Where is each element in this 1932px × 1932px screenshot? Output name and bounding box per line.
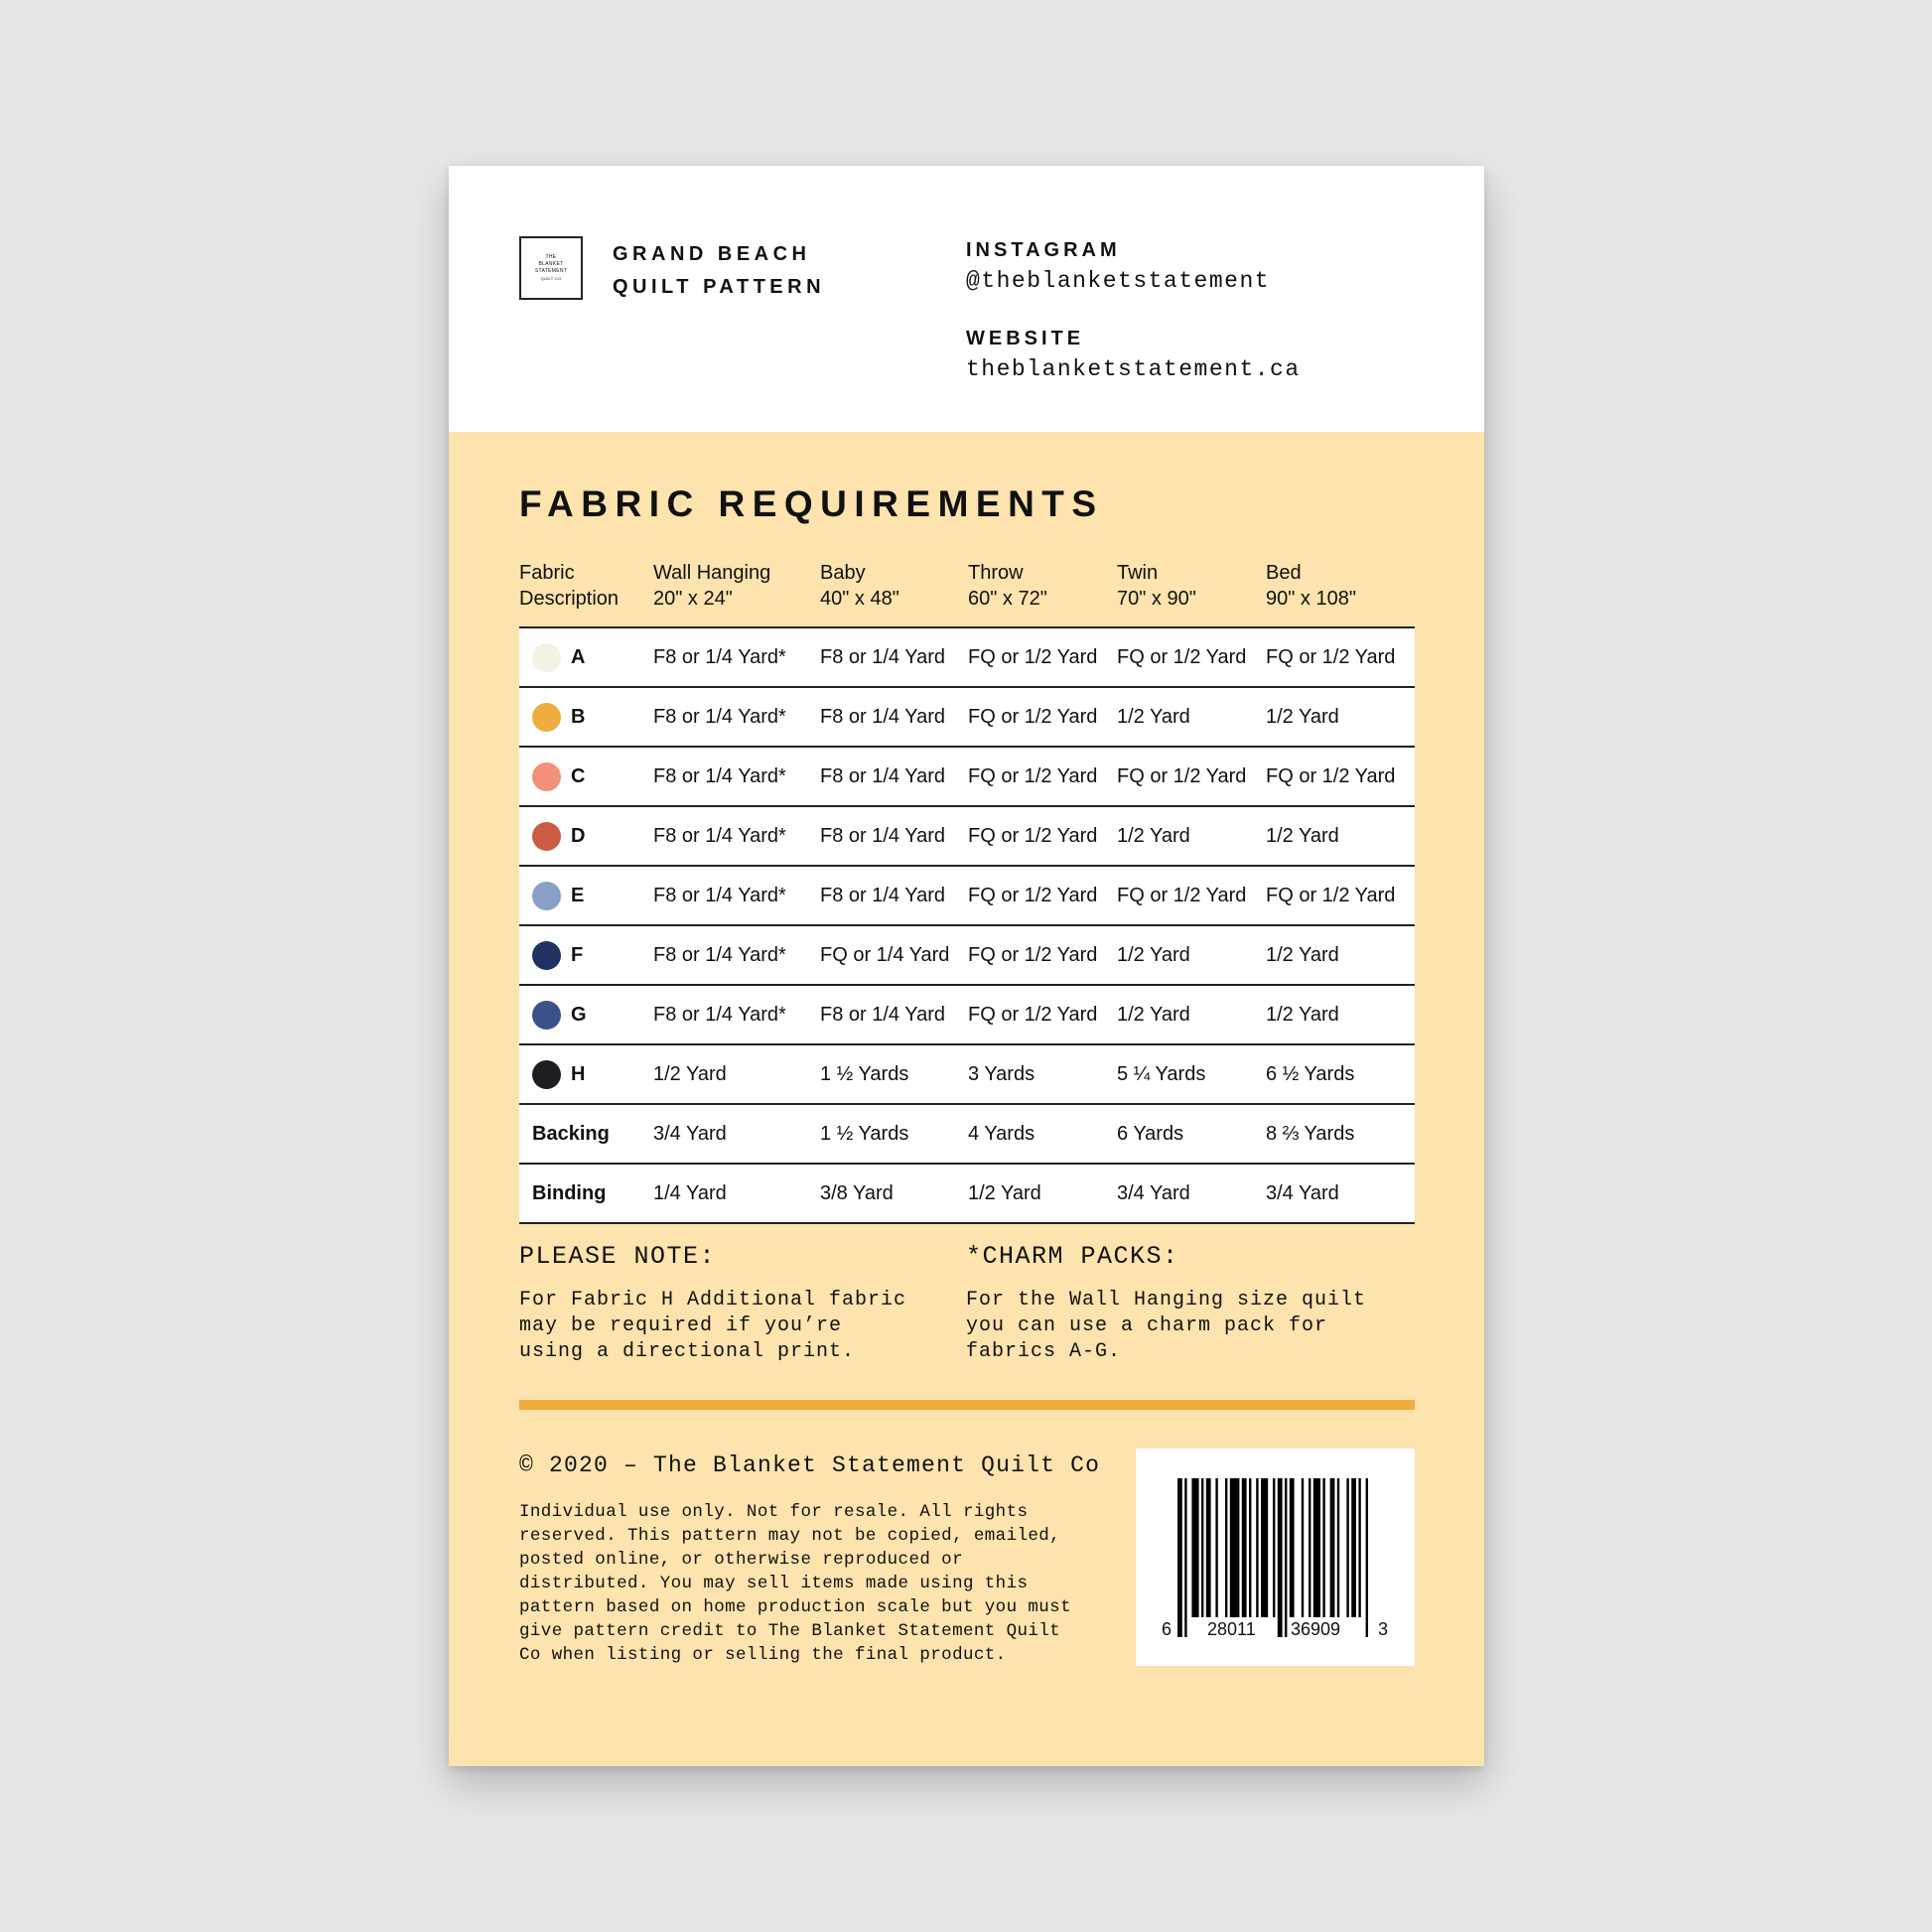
barcode-digit: 36909 bbox=[1291, 1619, 1341, 1639]
fabric-label: Binding bbox=[532, 1182, 607, 1204]
fabric-swatch-icon bbox=[532, 703, 561, 732]
table-cell: F8 or 1/4 Yard bbox=[820, 765, 945, 787]
legal-text bbox=[519, 1500, 1115, 1667]
note-line: fabrics A-G. bbox=[966, 1340, 1122, 1363]
table-cell: 1/2 Yard bbox=[1266, 706, 1339, 728]
table-row bbox=[519, 984, 1415, 1043]
barcode bbox=[1136, 1449, 1415, 1666]
fabric-label: F bbox=[571, 944, 584, 966]
column-header-throw bbox=[968, 560, 1047, 612]
table-row bbox=[519, 746, 1415, 805]
barcode-digit: 28011 bbox=[1207, 1619, 1256, 1639]
table-cell: FQ or 1/2 Yard bbox=[968, 944, 1098, 966]
table-cell: 8 ⅔ Yards bbox=[1266, 1123, 1355, 1145]
fabric-swatch-icon bbox=[532, 643, 561, 672]
column-header-line: Fabric bbox=[519, 562, 575, 584]
table-cell: FQ or 1/2 Yard bbox=[968, 706, 1098, 728]
table-row bbox=[519, 626, 1415, 686]
legal-line: distributed. You may sell items made using this bbox=[519, 1574, 1029, 1593]
table-cell: 1 ½ Yards bbox=[820, 1123, 909, 1145]
table-cell: FQ or 1/2 Yard bbox=[968, 1004, 1098, 1026]
logo-line: QUILT CO bbox=[540, 276, 562, 281]
column-header-bed bbox=[1266, 560, 1356, 612]
table-cell: 3/4 Yard bbox=[1117, 1182, 1190, 1204]
fabric-label: Backing bbox=[532, 1123, 610, 1145]
column-header-line: Throw bbox=[968, 562, 1024, 584]
table-cell: F8 or 1/4 Yard* bbox=[653, 765, 786, 787]
fabric-label: B bbox=[571, 706, 586, 728]
charm-packs-text bbox=[966, 1288, 1383, 1365]
table-cell: FQ or 1/2 Yard bbox=[968, 825, 1098, 847]
table-cell: F8 or 1/4 Yard* bbox=[653, 825, 786, 847]
table-cell: F8 or 1/4 Yard bbox=[820, 706, 945, 728]
table-cell: F8 or 1/4 Yard* bbox=[653, 944, 786, 966]
legal-line: pattern based on home production scale but you must bbox=[519, 1597, 1071, 1617]
website-label: WEBSITE bbox=[966, 328, 1085, 349]
note-line: using a directional print. bbox=[519, 1340, 856, 1363]
legal-line: posted online, or otherwise reproduced or bbox=[519, 1550, 963, 1570]
table-cell: FQ or 1/2 Yard bbox=[968, 885, 1098, 906]
fabric-swatch-icon bbox=[532, 882, 561, 910]
column-header-line: Bed bbox=[1266, 562, 1302, 584]
logo-line: BLANKET bbox=[538, 261, 564, 267]
column-header-twin bbox=[1117, 560, 1196, 612]
table-cell: 1 ½ Yards bbox=[820, 1063, 909, 1085]
note-line: For the Wall Hanging size quilt bbox=[966, 1289, 1367, 1311]
column-header-fabric bbox=[519, 560, 619, 612]
column-header-line: Baby bbox=[820, 562, 866, 584]
logo-line: STATEMENT bbox=[534, 268, 568, 274]
table-cell: 3/4 Yard bbox=[653, 1123, 727, 1145]
table-cell: FQ or 1/2 Yard bbox=[1117, 765, 1247, 787]
fabric-label: G bbox=[571, 1004, 587, 1026]
instagram-handle: @theblanketstatement bbox=[966, 268, 1271, 294]
table-cell: 6 ½ Yards bbox=[1266, 1063, 1355, 1085]
table-cell: FQ or 1/2 Yard bbox=[1117, 885, 1247, 906]
logo-line: THE bbox=[545, 254, 557, 260]
legal-line: reserved. This pattern may not be copied, emailed, bbox=[519, 1526, 1061, 1546]
fabric-swatch-icon bbox=[532, 762, 561, 791]
charm-packs-title: *CHARM PACKS: bbox=[966, 1242, 1179, 1271]
fabric-swatch-icon bbox=[532, 941, 561, 970]
table-cell: 1/2 Yard bbox=[1117, 1004, 1190, 1026]
copyright-notice: © 2020 – The Blanket Statement Quilt Co bbox=[519, 1452, 1101, 1478]
table-row bbox=[519, 865, 1415, 924]
table-cell: 4 Yards bbox=[968, 1123, 1035, 1145]
table-cell: FQ or 1/2 Yard bbox=[968, 646, 1098, 668]
table-cell: FQ or 1/4 Yard bbox=[820, 944, 950, 966]
accent-divider bbox=[519, 1400, 1415, 1410]
column-header-line: 90" x 108" bbox=[1266, 588, 1356, 610]
table-cell: F8 or 1/4 Yard* bbox=[653, 885, 786, 906]
note-line: may be required if you’re bbox=[519, 1314, 843, 1337]
column-header-line: 20" x 24" bbox=[653, 588, 733, 610]
table-row bbox=[519, 805, 1415, 865]
column-header-line: 60" x 72" bbox=[968, 588, 1047, 610]
table-cell: 1/2 Yard bbox=[1266, 944, 1339, 966]
column-header-line: Wall Hanging bbox=[653, 562, 771, 584]
table-cell: 3 Yards bbox=[968, 1063, 1035, 1085]
table-cell: FQ or 1/2 Yard bbox=[1266, 646, 1396, 668]
fabric-swatch-icon bbox=[532, 1001, 561, 1030]
table-cell: F8 or 1/4 Yard bbox=[820, 1004, 945, 1026]
fabric-label: D bbox=[571, 825, 586, 847]
please-note-title: PLEASE NOTE: bbox=[519, 1242, 717, 1271]
fabric-label: H bbox=[571, 1063, 586, 1085]
column-header-line: Description bbox=[519, 588, 620, 610]
fabric-label: C bbox=[571, 765, 586, 787]
barcode-digit: 3 bbox=[1378, 1619, 1389, 1639]
table-cell: 1/2 Yard bbox=[1117, 825, 1190, 847]
table-cell: FQ or 1/2 Yard bbox=[1266, 765, 1396, 787]
table-cell: 6 Yards bbox=[1117, 1123, 1184, 1145]
table-row bbox=[519, 1103, 1415, 1163]
legal-line: give pattern credit to The Blanket Statement Quilt bbox=[519, 1621, 1061, 1641]
table-cell: F8 or 1/4 Yard* bbox=[653, 646, 786, 668]
please-note-text bbox=[519, 1288, 936, 1365]
table-cell: 1/2 Yard bbox=[653, 1063, 727, 1085]
table-cell: FQ or 1/2 Yard bbox=[968, 765, 1098, 787]
table-cell: 1/2 Yard bbox=[1266, 825, 1339, 847]
note-line: For Fabric H Additional fabric bbox=[519, 1289, 907, 1311]
pattern-title-line1: GRAND BEACH bbox=[613, 243, 811, 265]
fabric-requirements-table bbox=[519, 626, 1415, 1224]
pattern-card bbox=[449, 166, 1484, 1766]
table-row bbox=[519, 1163, 1415, 1224]
header-panel bbox=[449, 166, 1484, 432]
column-header-line: 70" x 90" bbox=[1117, 588, 1196, 610]
column-header-line: 40" x 48" bbox=[820, 588, 899, 610]
table-row bbox=[519, 924, 1415, 984]
table-cell: 1/2 Yard bbox=[1117, 706, 1190, 728]
note-line: you can use a charm pack for bbox=[966, 1314, 1328, 1337]
column-header-baby bbox=[820, 560, 899, 612]
table-cell: F8 or 1/4 Yard bbox=[820, 885, 945, 906]
fabric-swatch-icon bbox=[532, 1060, 561, 1089]
fabric-label: A bbox=[571, 646, 586, 668]
table-cell: F8 or 1/4 Yard* bbox=[653, 706, 786, 728]
legal-line: Individual use only. Not for resale. All rights bbox=[519, 1502, 1029, 1522]
column-header-line: Twin bbox=[1117, 562, 1159, 584]
barcode-bars-icon bbox=[1136, 1449, 1415, 1666]
table-row bbox=[519, 686, 1415, 746]
table-cell: 1/2 Yard bbox=[1266, 1004, 1339, 1026]
table-cell: 3/8 Yard bbox=[820, 1182, 894, 1204]
table-cell: 1/2 Yard bbox=[1117, 944, 1190, 966]
table-cell: 1/4 Yard bbox=[653, 1182, 727, 1204]
table-cell: F8 or 1/4 Yard* bbox=[653, 1004, 786, 1026]
legal-line: Co when listing or selling the final product. bbox=[519, 1645, 1007, 1665]
pattern-title bbox=[613, 238, 825, 304]
pattern-title-line2: QUILT PATTERN bbox=[613, 276, 826, 298]
website-url: theblanketstatement.ca bbox=[966, 356, 1301, 382]
barcode-digit: 6 bbox=[1162, 1619, 1173, 1639]
table-row bbox=[519, 1043, 1415, 1103]
brand-logo bbox=[519, 236, 583, 300]
fabric-swatch-icon bbox=[532, 822, 561, 851]
fabric-label: E bbox=[571, 885, 585, 906]
table-cell: 3/4 Yard bbox=[1266, 1182, 1339, 1204]
section-title: FABRIC REQUIREMENTS bbox=[519, 483, 1104, 524]
table-cell: F8 or 1/4 Yard bbox=[820, 646, 945, 668]
table-cell: 1/2 Yard bbox=[968, 1182, 1041, 1204]
table-cell: F8 or 1/4 Yard bbox=[820, 825, 945, 847]
table-cell: 5 ¼ Yards bbox=[1117, 1063, 1206, 1085]
column-header-wall-hanging bbox=[653, 560, 770, 612]
table-cell: FQ or 1/2 Yard bbox=[1266, 885, 1396, 906]
instagram-label: INSTAGRAM bbox=[966, 239, 1121, 261]
table-cell: FQ or 1/2 Yard bbox=[1117, 646, 1247, 668]
